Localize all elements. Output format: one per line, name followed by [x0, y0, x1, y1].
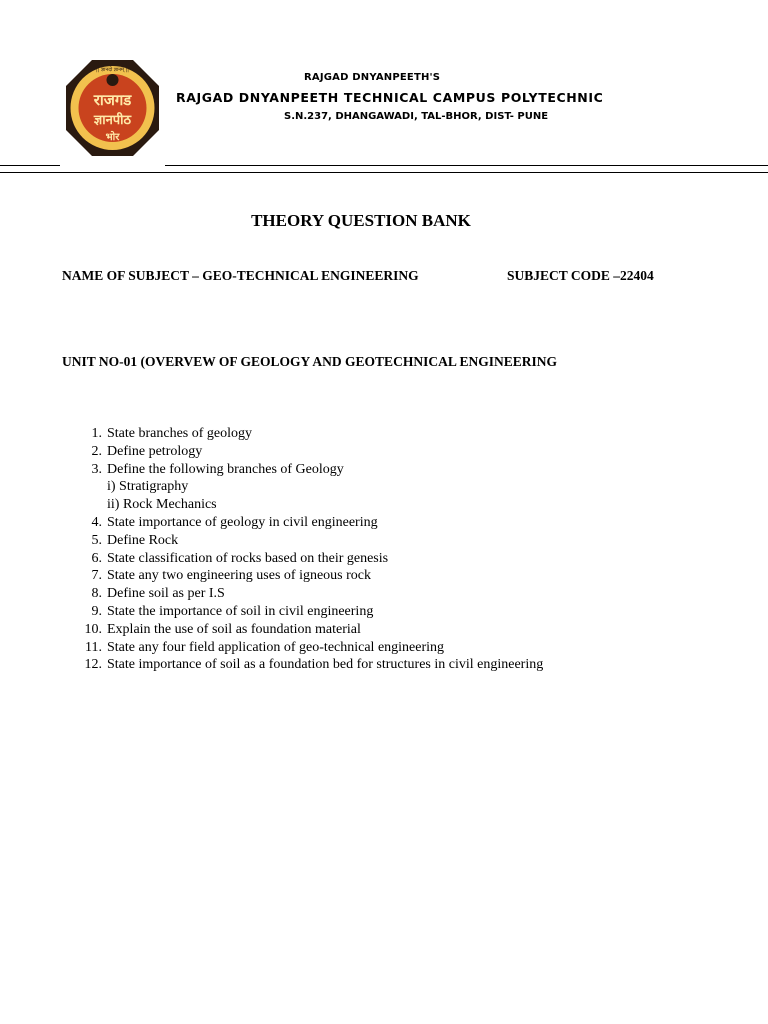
question-number: 2. — [91, 443, 102, 459]
institute-address: S.N.237, DHANGAWADI, TAL-BHOR, DIST- PUNE — [284, 111, 549, 122]
subject-name: NAME OF SUBJECT – GEO-TECHNICAL ENGINEERING — [62, 268, 419, 283]
question-item — [80, 514, 543, 532]
institute-name: RAJGAD DNYANPEETH TECHNICAL CAMPUS POLYTECHNIC — [176, 90, 604, 105]
question-text: State importance of soil as a foundation bed for structures in civil engineering — [107, 657, 544, 673]
question-item — [80, 425, 543, 443]
question-item — [80, 443, 543, 461]
question-text: State classification of rocks based on their genesis — [107, 550, 389, 566]
question-subitem: i) Stratigraphy — [107, 479, 189, 495]
header-rule-left-top — [0, 165, 60, 166]
unit-heading: UNIT NO-01 (OVERVEW OF GEOLOGY AND GEOTECHNICAL ENGINEERING — [62, 354, 557, 369]
question-number: 1. — [91, 426, 102, 441]
question-number: 7. — [91, 568, 102, 584]
question-item — [80, 567, 543, 585]
question-item — [80, 621, 543, 639]
question-number: 10. — [84, 621, 102, 637]
question-text: Define the following branches of Geology — [107, 461, 344, 477]
logo-text-line3: भोर — [105, 132, 120, 143]
logo-ring-text: || ज्ञानदो ज्ञानम् || — [96, 67, 129, 73]
question-item — [80, 639, 543, 657]
question-text: State any two engineering uses of igneous rock — [107, 568, 371, 584]
question-item — [80, 656, 543, 674]
question-number: 8. — [91, 586, 102, 602]
question-number: 9. — [91, 603, 102, 619]
question-item — [80, 461, 543, 514]
question-number: 12. — [84, 657, 102, 673]
institute-logo — [64, 58, 161, 158]
question-number: 5. — [91, 532, 102, 548]
header-rule-bottom — [0, 172, 768, 173]
logo-text-line2: ज्ञानपीठ — [93, 113, 132, 128]
question-item — [80, 532, 543, 550]
question-list — [80, 425, 543, 674]
logo-emblem — [107, 74, 119, 86]
question-number: 6. — [91, 550, 102, 566]
question-text: State the importance of soil in civil engineering — [107, 603, 374, 619]
subject-code: SUBJECT CODE –22404 — [507, 268, 654, 283]
question-text: Define Rock — [107, 532, 179, 548]
question-subitem: ii) Rock Mechanics — [107, 497, 217, 513]
question-text: State importance of geology in civil engineering — [107, 514, 378, 530]
question-number: 3. — [91, 461, 102, 477]
question-text: Define petrology — [107, 443, 203, 459]
question-text: State branches of geology — [107, 426, 253, 441]
document-title: THEORY QUESTION BANK — [251, 211, 471, 230]
logo-text-line1: राजगड — [93, 91, 132, 109]
question-number: 4. — [91, 514, 102, 530]
question-number: 11. — [85, 639, 102, 655]
header-rule-right-top — [165, 165, 768, 166]
trust-name: RAJGAD DNYANPEETH'S — [304, 72, 441, 83]
question-item — [80, 603, 543, 621]
question-item — [80, 550, 543, 568]
question-text: State any four field application of geo-technical engineering — [107, 639, 445, 655]
question-item — [80, 585, 543, 603]
question-text: Define soil as per I.S — [107, 586, 225, 602]
question-text: Explain the use of soil as foundation material — [107, 621, 361, 637]
